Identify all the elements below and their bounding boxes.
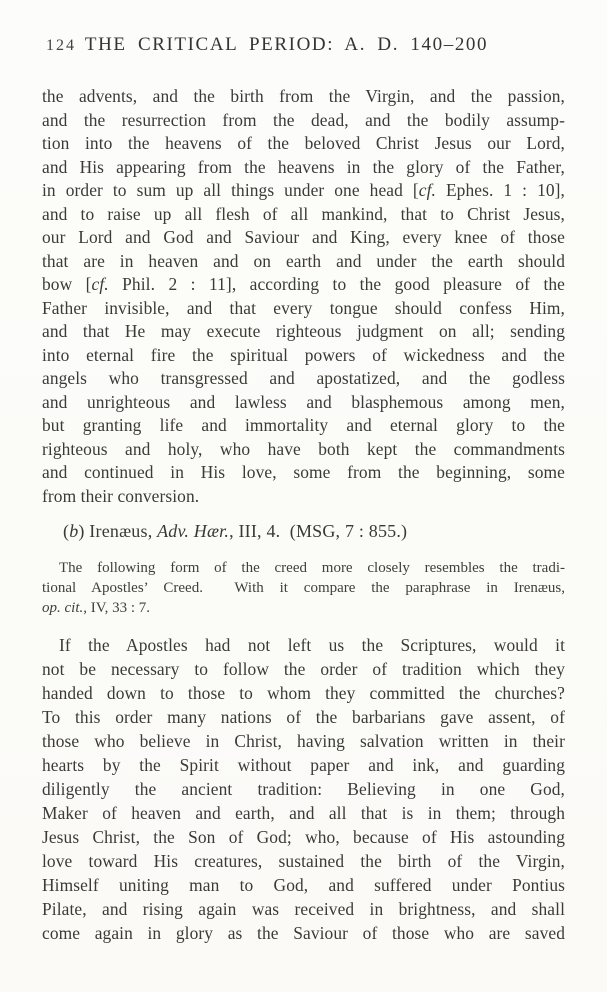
text-line: The following form of the creed more closely resembles the tradi- [59, 560, 565, 576]
text-line: If the Apostles had not left us the Scriptures, would it [59, 635, 565, 655]
text-line: Pilate, and rising again was received in brightness, and shall [42, 899, 565, 919]
text-line: righteous and holy, who have both kept the commandments [42, 438, 565, 459]
text-line: but granting life and immortality and eternal glory to the [42, 415, 565, 435]
editorial-note [42, 559, 565, 619]
text-line: the advents, and the birth from the Virgin, and the passion, [42, 86, 565, 106]
text-line: To this order many nations of the barbarians gave assent, of [42, 707, 565, 727]
text-line: in order to sum up all things under one head [cf. Ephes. 1 : 10], [42, 180, 565, 200]
text-line: and to raise up all flesh of all mankind, that to Christ Jesus, [42, 203, 565, 224]
text-line: come again in glory as the Saviour of those who are saved [42, 923, 565, 943]
running-header [42, 34, 565, 60]
text-line: handed down to those to whom they committed the churches? [42, 683, 565, 703]
text-line: those who believe in Christ, having salvation written in their [42, 731, 565, 751]
text-line: into eternal fire the spiritual powers of wickedness and the [42, 344, 565, 365]
text-line: diligently the ancient tradition: Believing in one God, [42, 779, 565, 799]
paragraph-irenaeus-quote [42, 633, 565, 945]
text-line: angels who transgressed and apostatized, and the godless [42, 368, 565, 388]
text-line: bow [cf. Phil. 2 : 11], according to the good pleasure of the [42, 274, 565, 294]
text-line: op. cit., IV, 33 : 7. [42, 599, 151, 616]
text-line: and His appearing from the heavens in the glory of the Father, [42, 156, 565, 177]
text-line: and the resurrection from the dead, and the bodily assump- [42, 109, 565, 130]
text-line: Maker of heaven and earth, and all that is in them; through [42, 803, 565, 823]
text-line: that are in heaven and on earth and under the earth should [42, 250, 565, 271]
page-number: 124 [46, 37, 76, 54]
text-line: our Lord and God and Saviour and King, every knee of those [42, 227, 565, 247]
text-line: Jesus Christ, the Son of God; who, because of His astounding [42, 827, 565, 847]
text-line: and continued in His love, some from the beginning, some [42, 462, 565, 482]
citation-heading: (b) Irenæus, Adv. Hær., III, 4. (MSG, 7 : 855.) [63, 521, 408, 541]
paragraph-creed-quote-continued [42, 85, 565, 508]
text-line: hearts by the Spirit without paper and ink, and guarding [42, 755, 565, 775]
text-line: not be necessary to follow the order of tradition which they [42, 659, 565, 679]
text-line: Himself uniting man to God, and suffered under Pontius [42, 875, 565, 895]
text-line: tional Apostles’ Creed. With it compare the paraphrase in Irenæus, [42, 579, 565, 596]
text-line: from their conversion. [42, 485, 200, 506]
text-line: and that He may execute righteous judgment on all; sending [42, 321, 565, 341]
running-header-title: THE CRITICAL PERIOD: A. D. 140–200 [84, 34, 489, 55]
text-line: tion into the heavens of the beloved Christ Jesus our Lord, [42, 133, 565, 153]
text-line: Father invisible, and that every tongue should confess Him, [42, 297, 565, 318]
text-line: love toward His creatures, sustained the birth of the Virgin, [42, 851, 565, 871]
text-line: and unrighteous and lawless and blasphemous among men, [42, 391, 565, 412]
